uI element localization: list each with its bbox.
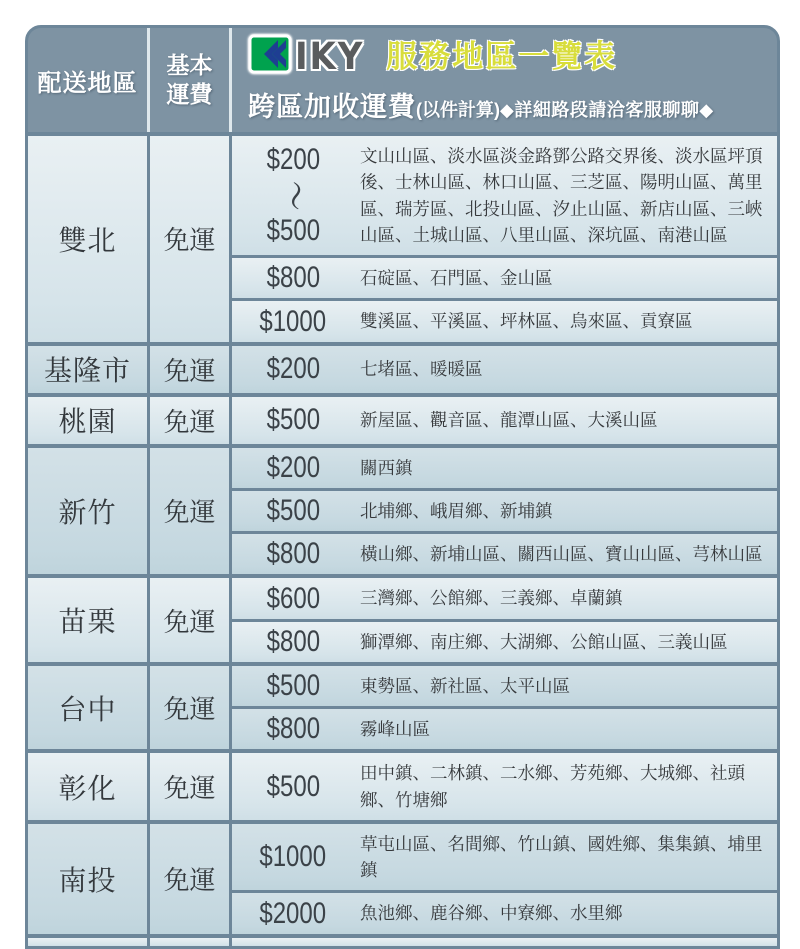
- price-value: $800: [266, 712, 320, 746]
- surcharge-price: [232, 670, 354, 702]
- region-list: 北埔鄉、峨眉鄉、新埔鎮: [360, 500, 553, 521]
- region-list: 魚池鄉、鹿谷鄉、中寮鄉、水里鄉: [360, 903, 623, 924]
- price-value: $500: [266, 403, 320, 437]
- price-value: $200: [266, 143, 320, 177]
- base-fee-value: 免運: [150, 824, 232, 934]
- area-row: [28, 132, 777, 342]
- surcharge-price: [232, 144, 354, 247]
- shipping-fee-table: [25, 25, 780, 949]
- base-fee-value: 免運: [150, 578, 232, 662]
- surcharge-price: [232, 771, 354, 803]
- region-list: 雙溪區、平溪區、坪林區、烏來區、貢寮區: [360, 311, 693, 332]
- surcharge-price: [232, 538, 354, 570]
- surcharge-list: [232, 753, 777, 820]
- surcharge-list: [232, 136, 777, 342]
- price-value: $500: [266, 769, 320, 803]
- surcharge-price: [232, 404, 354, 436]
- table-body: [28, 132, 777, 946]
- region-list: 新屋區、觀音區、龍潭山區、大溪山區: [360, 409, 658, 430]
- area-row: [28, 342, 777, 393]
- surcharge-list: [232, 578, 777, 662]
- surcharge-subrow: [232, 397, 777, 444]
- subtitle-main: 跨區加收運費: [248, 92, 416, 122]
- region-list: 關西鎮: [360, 457, 413, 478]
- surcharge-price: [232, 841, 354, 873]
- price-value: $200: [266, 352, 320, 386]
- surcharge-price: [232, 452, 354, 484]
- area-name: 桃園: [28, 397, 150, 444]
- surcharge-subrow: [232, 706, 777, 749]
- brand-line: [248, 34, 617, 78]
- price-value: $500: [266, 494, 320, 528]
- surcharge-subrow: [232, 298, 777, 341]
- surcharge-price: [232, 353, 354, 385]
- surcharge-price: [232, 898, 354, 930]
- price-value: $800: [266, 261, 320, 295]
- header-base-fee: [150, 28, 232, 132]
- surcharge-list: [232, 346, 777, 393]
- price-value: $600: [266, 581, 320, 615]
- surcharge-subrow: [232, 255, 777, 298]
- area-name: 彰化: [28, 753, 150, 820]
- base-fee-value: 免運: [150, 346, 232, 393]
- area-row: [28, 662, 777, 750]
- region-list: 獅潭鄉、南庄鄉、大湖鄉、公館山區、三義山區: [360, 631, 728, 652]
- surcharge-price: [232, 306, 354, 338]
- price-value: $500: [266, 669, 320, 703]
- area-row: [28, 820, 777, 934]
- surcharge-price: [232, 262, 354, 294]
- surcharge-price: [232, 713, 354, 745]
- area-name: 新竹: [28, 448, 150, 575]
- area-row: [28, 749, 777, 820]
- surcharge-list: [232, 397, 777, 444]
- surcharge-subrow: [232, 346, 777, 393]
- table-header: [28, 28, 777, 132]
- subtitle-line: [248, 85, 714, 124]
- base-fee-value: 免運: [150, 753, 232, 820]
- surcharge-list: [232, 666, 777, 750]
- surcharge-subrow: [232, 753, 777, 820]
- header-base-fee-label: 基本運費: [166, 52, 213, 107]
- area-row: [28, 444, 777, 575]
- surcharge-price: [232, 583, 354, 615]
- area-name: 苗栗: [28, 578, 150, 662]
- cut-off-row: [28, 934, 777, 946]
- subtitle-paren: (以件計算): [416, 100, 500, 120]
- brand-letters: IKY: [295, 34, 365, 78]
- base-fee-value: 免運: [150, 136, 232, 342]
- header-delivery-area: 配送地區: [28, 28, 150, 132]
- surcharge-list: [232, 824, 777, 934]
- region-list: 草屯山區、名間鄉、竹山鎮、國姓鄉、集集鎮、埔里鎮: [360, 833, 763, 880]
- price-value: $200: [266, 450, 320, 484]
- region-list: 文山山區、淡水區淡金路鄧公路交界後、淡水區坪頂後、士林山區、林口山區、三芝區、陽明山區、萬里區、瑞芳區、北投山區、汐止山區、新店山區、三峽山區、土城山區、八里山區、深坑區、南港山區: [360, 146, 763, 245]
- surcharge-subrow: [232, 666, 777, 706]
- surcharge-subrow: [232, 578, 777, 618]
- price-value: $1000: [259, 304, 327, 338]
- surcharge-price: [232, 495, 354, 527]
- surcharge-subrow: [232, 890, 777, 933]
- region-list: 東勢區、新社區、太平山區: [360, 675, 570, 696]
- base-fee-value: 免運: [150, 448, 232, 575]
- area-row: [28, 574, 777, 662]
- surcharge-subrow: [232, 448, 777, 488]
- surcharge-price: [232, 626, 354, 658]
- region-list: 橫山鄉、新埔山區、關西山區、寶山山區、芎林山區: [360, 544, 763, 564]
- region-list: 霧峰山區: [360, 719, 430, 739]
- base-fee-value: 免運: [150, 397, 232, 444]
- base-fee-value: 免運: [150, 666, 232, 750]
- area-name: 南投: [28, 824, 150, 934]
- price-value: $800: [266, 537, 320, 571]
- surcharge-subrow: [232, 488, 777, 531]
- region-list: 七堵區、暖暖區: [360, 358, 483, 379]
- surcharge-subrow: [232, 136, 777, 255]
- header-title-cell: [232, 28, 777, 132]
- price-value: $800: [266, 624, 320, 658]
- area-name: 基隆市: [28, 346, 150, 393]
- surcharge-subrow: [232, 531, 777, 574]
- price-value: $1000: [259, 840, 327, 874]
- region-list: 田中鎮、二林鎮、二水鄉、芳苑鄉、大城鄉、社頭鄉、竹塘鄉: [360, 763, 745, 810]
- price-value: $2000: [259, 896, 327, 930]
- area-name: 台中: [28, 666, 150, 750]
- surcharge-list: [232, 448, 777, 575]
- region-list: 石碇區、石門區、金山區: [360, 268, 553, 288]
- kiky-logo-icon: [248, 34, 292, 78]
- region-list: 三灣鄉、公館鄉、三義鄉、卓蘭鎮: [360, 588, 623, 609]
- range-wave-icon: 〜: [270, 180, 317, 211]
- price-value-to: $500: [266, 214, 320, 248]
- page-title: 服務地區一覽表: [386, 38, 618, 74]
- surcharge-subrow: [232, 619, 777, 662]
- area-name: 雙北: [28, 136, 150, 342]
- surcharge-subrow: [232, 824, 777, 891]
- area-row: [28, 393, 777, 444]
- subtitle-note: ◆詳細路段請洽客服聊聊◆: [500, 100, 714, 120]
